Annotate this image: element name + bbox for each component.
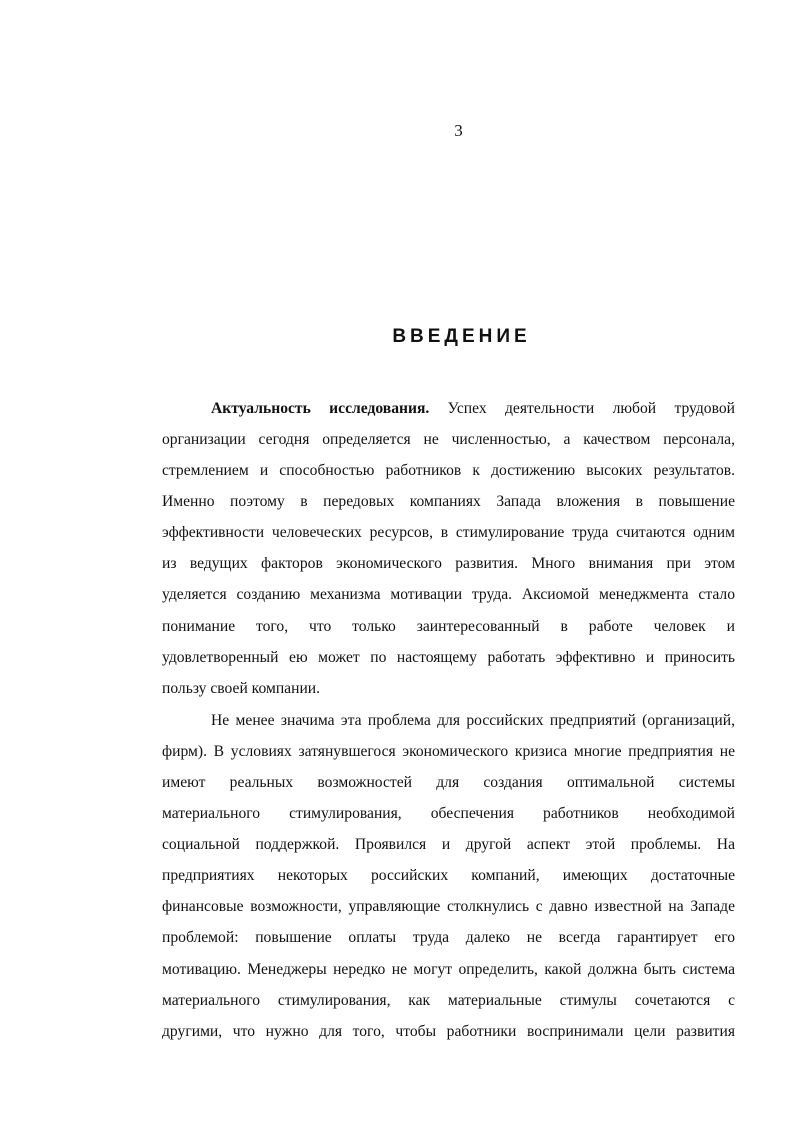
paragraph-1-line: Именно поэтому в передовых компаниях Запада вложения в повышение <box>162 493 735 510</box>
paragraph-2-line: материального стимулирования, обеспечения работников необходимой <box>162 805 735 822</box>
section-heading: ВВЕДЕНИЕ <box>392 326 531 347</box>
paragraph-1-line: уделяется созданию механизма мотивации труда. Аксиомой менеджмента стало <box>162 586 735 603</box>
paragraph-1-line: удовлетворенный ею может по настоящему работать эффективно и приносить <box>162 649 735 666</box>
paragraph-1-lead: Актуальность исследования. <box>211 400 430 417</box>
paragraph-2-line: имеют реальных возможностей для создания оптимальной системы <box>162 774 735 791</box>
paragraph-2-line: социальной поддержкой. Проявился и другой аспект этой проблемы. На <box>162 836 735 853</box>
paragraph-2-line: материального стимулирования, как материальные стимулы сочетаются с <box>162 992 735 1009</box>
paragraph-2-line: фирм). В условиях затянувшегося экономического кризиса многие предприятия не <box>162 743 735 760</box>
paragraph-2-line: финансовые возможности, управляющие столкнулись с давно известной на Западе <box>162 898 735 915</box>
paragraph-2-line: предприятиях некоторых российских компаний, имеющих достаточные <box>162 867 735 884</box>
paragraph-2-line: другими, что нужно для того, чтобы работники воспринимали цели развития <box>162 1023 735 1040</box>
paragraph-1-line-1 <box>211 399 735 419</box>
paragraph-1-line-1-rest: Успех деятельности любой трудовой <box>429 400 735 417</box>
paragraph-1-line-last: пользу своей компании. <box>162 680 321 697</box>
paragraph-1-line: понимание того, что только заинтересованный в работе человек и <box>162 618 735 635</box>
paragraph-2-line-1: Не менее значима эта проблема для российских предприятий (организаций, <box>211 712 735 729</box>
paragraph-1-line: организации сегодня определяется не численностью, а качеством персонала, <box>162 431 735 448</box>
paragraph-1-line: эффективности человеческих ресурсов, в стимулирование труда считаются одним <box>162 524 735 541</box>
paragraph-2-line: мотивацию. Менеджеры нередко не могут определить, какой должна быть система <box>162 961 735 978</box>
paragraph-2-line: проблемой: повышение оплаты труда далеко не всегда гарантирует его <box>162 929 735 946</box>
page-number: 3 <box>454 121 463 140</box>
paragraph-1-line: стремлением и способностью работников к достижению высоких результатов. <box>162 462 735 479</box>
paragraph-1-line: из ведущих факторов экономического развития. Много внимания при этом <box>162 555 735 572</box>
